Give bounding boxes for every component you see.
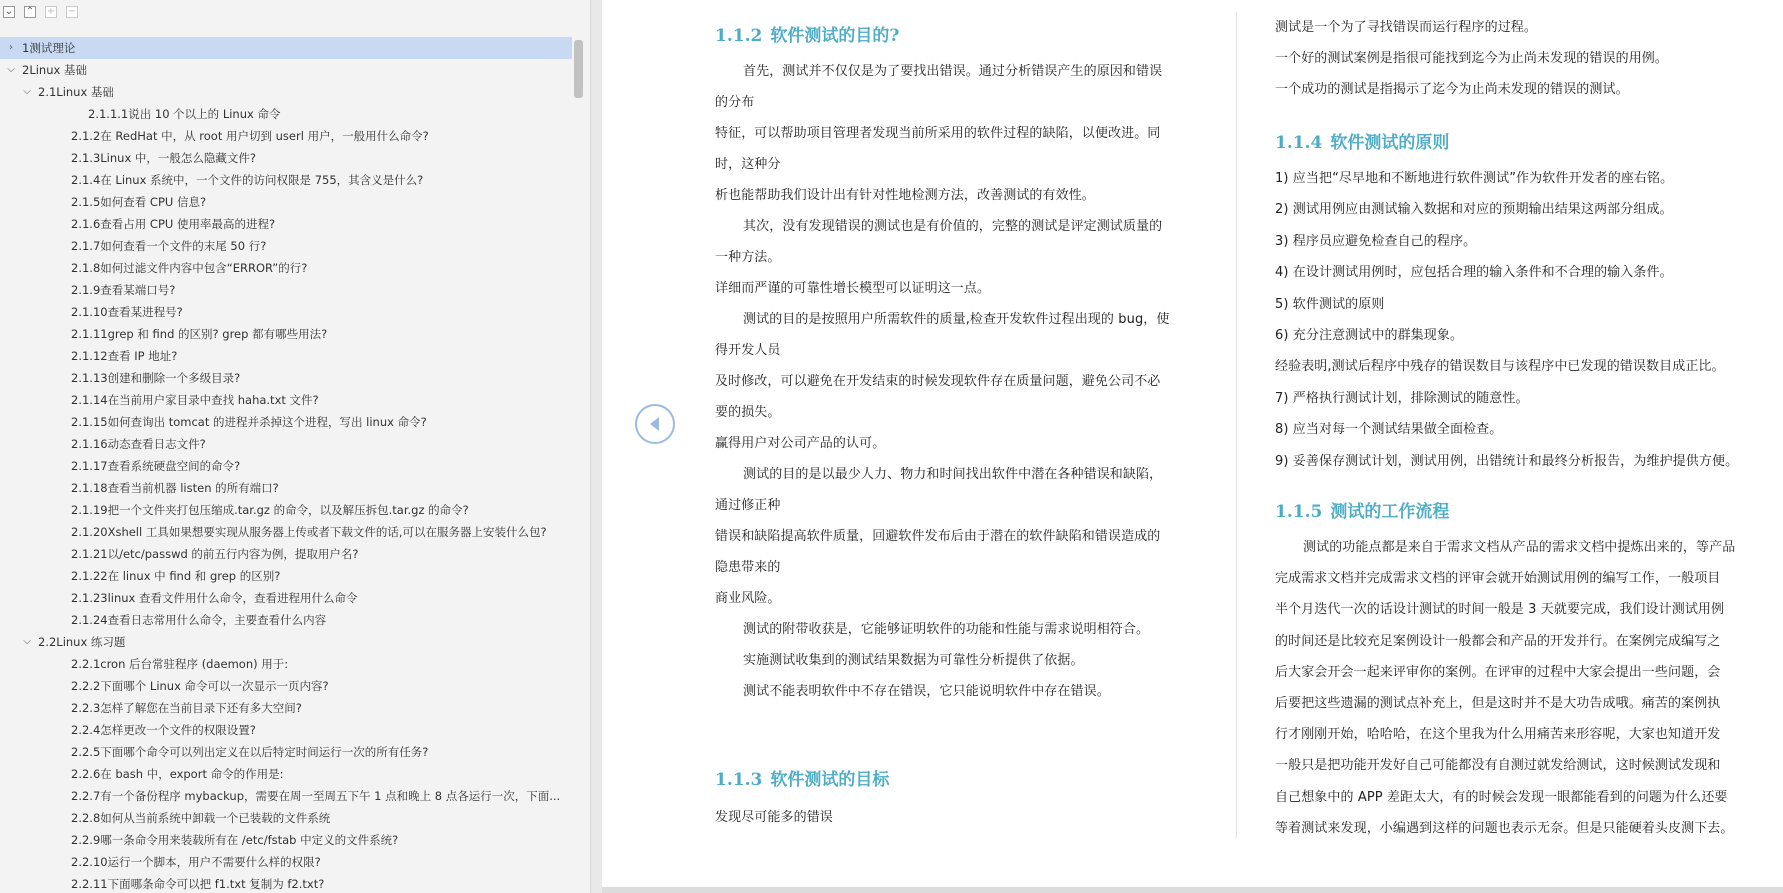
outline-item-label: 2Linux 基础 xyxy=(22,63,87,77)
outline-toolbar xyxy=(0,0,590,26)
outline-item-label: 2.1.4在 Linux 系统中，一个文件的访问权限是 755，其含义是什么? xyxy=(71,173,424,187)
outline-item-label: 2.1.14在当前用户家目录中查找 haha.txt 文件? xyxy=(71,393,319,407)
text-line: 通过修正种 xyxy=(715,498,781,513)
outline-item[interactable] xyxy=(0,675,572,697)
outline-item-label: 2.1.17查看系统硬盘空间的命令? xyxy=(71,459,241,473)
text-line: 测试不能表明软件中不存在错误，它只能说明软件中存在错误。 xyxy=(743,684,1110,699)
outline-item-label: 2.2.3怎样了解您在当前目录下还有多大空间? xyxy=(71,701,302,715)
section-heading-1-1-4 xyxy=(1275,128,1449,153)
outline-item[interactable] xyxy=(0,257,572,279)
text-line: 的分布 xyxy=(715,95,755,110)
text-line: 商业风险。 xyxy=(715,591,781,606)
outline-item-label: 2.1.21以/etc/passwd 的前五行内容为例，提取用户名? xyxy=(71,547,359,561)
text-line: 时，这种分 xyxy=(715,157,781,172)
text-line: 实施测试收集到的测试结果数据为可靠性分析提供了依据。 xyxy=(743,653,1084,668)
section-number: 1.1.2 xyxy=(715,26,763,46)
outline-item[interactable] xyxy=(0,653,572,675)
outline-item-label: 2.1.19把一个文件夹打包压缩成.tar.gz 的命令，以及解压拆包.tar.gz 的命令? xyxy=(71,503,469,517)
outline-item[interactable] xyxy=(0,763,572,785)
text-line: 自己想象中的 APP 差距太大，有的时候会发现一眼都能看到的问题为什么还要 xyxy=(1275,789,1728,805)
outline-item[interactable] xyxy=(0,103,572,125)
outline-item-label: 2.2.11下面哪条命令可以把 f1.txt 复制为 f2.txt? xyxy=(71,877,325,891)
outline-item-label: 2.1.12查看 IP 地址? xyxy=(71,349,178,363)
outline-item[interactable] xyxy=(0,587,572,609)
outline-item-label: 2.1.2在 RedHat 中，从 root 用户切到 userl 用户，一般用什么命令? xyxy=(71,129,429,143)
prev-page-arrow-icon xyxy=(645,414,665,434)
outline-item[interactable] xyxy=(0,59,572,81)
section-heading-1-1-3 xyxy=(715,765,889,790)
text-line: 发现尽可能多的错误 xyxy=(715,810,833,825)
text-line: 等着测试来发现，小编遇到这样的问题也表示无奈。但是只能硬着头皮测下去。 xyxy=(1275,820,1734,836)
outline-item[interactable] xyxy=(0,345,572,367)
outline-item[interactable] xyxy=(0,543,572,565)
outline-item[interactable] xyxy=(0,785,572,807)
text-line: 测试是一个为了寻找错误而运行程序的过程。 xyxy=(1275,20,1538,35)
text-line: 经验表明,测试后程序中残存的错误数目与该程序中已发现的错误数目成正比。 xyxy=(1275,359,1725,375)
outline-item[interactable] xyxy=(0,235,572,257)
column-divider xyxy=(1236,12,1237,838)
outline-item-label: 2.1.1.1说出 10 个以上的 Linux 命令 xyxy=(88,107,281,121)
outline-item[interactable] xyxy=(0,301,572,323)
outline-item[interactable] xyxy=(0,455,572,477)
text-line: 测试的功能点都是来自于需求文档从产品的需求文档中提炼出来的，等产品 xyxy=(1303,540,1736,555)
outline-item-label: 2.2.1cron 后台常驻程序 (daemon) 用于: xyxy=(71,657,289,671)
outline-item[interactable] xyxy=(0,367,572,389)
text-line: 详细而严谨的可靠性增长模型可以证明这一点。 xyxy=(715,281,991,296)
outline-item-label: 2.2.5下面哪个命令可以列出定义在以后特定时间运行一次的所有任务? xyxy=(71,745,429,759)
outline-item-label: 2.1.24查看日志常用什么命令，主要查看什么内容 xyxy=(71,613,327,627)
section-number: 1.1.3 xyxy=(715,770,763,790)
outline-item-label: 2.1.13创建和删除一个多级目录? xyxy=(71,371,241,385)
outline-item-label: 2.1.18查看当前机器 listen 的所有端口? xyxy=(71,481,279,495)
outline-item[interactable] xyxy=(0,829,572,851)
expand-up-icon[interactable]: ⌃ xyxy=(25,6,35,17)
outline-item[interactable] xyxy=(0,719,572,741)
outline-item-label: 2.1.11grep 和 find 的区别? grep 都有哪些用法? xyxy=(71,327,328,341)
section-number: 1.1.5 xyxy=(1275,502,1323,522)
text-line: 一种方法。 xyxy=(715,250,781,265)
text-line: 其次，没有发现错误的测试也是有价值的，完整的测试是评定测试质量的 xyxy=(743,219,1163,234)
section-title: 软件测试的目的? xyxy=(770,26,900,46)
outline-item-label: 2.2.9哪一条命令用来装载所有在 /etc/fstab 中定义的文件系统? xyxy=(71,833,399,847)
text-line: 得开发人员 xyxy=(715,343,781,358)
text-line: 1) 应当把“尽早地和不断地进行软件测试”作为软件开发者的座右铭。 xyxy=(1275,171,1674,186)
outline-item-label: 2.1.23linux 查看文件用什么命令，查看进程用什么命令 xyxy=(71,591,358,605)
chevron-down-icon[interactable]: ⌵ xyxy=(23,636,31,647)
outline-item[interactable] xyxy=(0,521,572,543)
outline-item-label: 2.2.7有一个备份程序 mybackup，需要在周一至周五下午 1 点和晚上 8 点各运行一次，下面... xyxy=(71,789,561,803)
outline-item[interactable] xyxy=(0,477,572,499)
text-line: 赢得用户对公司产品的认可。 xyxy=(715,436,886,451)
outline-item-label: 2.1.9查看某端口号? xyxy=(71,283,176,297)
text-line: 3) 程序员应避免检查自己的程序。 xyxy=(1275,233,1477,249)
text-line: 的时间还是比较充足案例设计一般都会和产品的开发并行。在案例完成编写之 xyxy=(1275,633,1721,649)
outline-item[interactable] xyxy=(0,499,572,521)
outline-item-label: 2.1.16动态查看日志文件? xyxy=(71,437,206,451)
text-line: 一般只是把功能开发好自己可能都没有自测过就发给测试，这时候测试发现和 xyxy=(1275,758,1721,774)
text-line: 隐患带来的 xyxy=(715,560,781,575)
outline-item[interactable] xyxy=(0,697,572,719)
text-line: 错误和缺陷提高软件质量，回避软件发布后由于潜在的软件缺陷和错误造成的 xyxy=(715,529,1161,544)
text-line: 4) 在设计测试用例时，应包括合理的输入条件和不合理的输入条件。 xyxy=(1275,265,1673,281)
collapse-all-icon[interactable]: ⌄ xyxy=(4,6,14,17)
text-line: 测试的目的是以最少人力、物力和时间找出软件中潜在各种错误和缺陷， xyxy=(743,467,1163,482)
outline-item[interactable] xyxy=(0,807,572,829)
text-line: 完成需求文档并完成需求文档的评审会就开始测试用例的编写工作，一般项目 xyxy=(1275,571,1721,587)
text-line: 行才刚刚开始，哈哈哈，在这个里我为什么用痛苦来形容呢，大家也知道开发 xyxy=(1275,727,1721,743)
outline-item[interactable] xyxy=(0,741,572,763)
text-line: 一个好的测试案例是指很可能找到迄今为止尚未发现的错误的用例。 xyxy=(1275,51,1669,66)
add-icon[interactable]: + xyxy=(46,6,56,17)
text-line: 后要把这些遗漏的测试点补充上，但是这时并不是大功告成哦。痛苦的案例执 xyxy=(1275,696,1721,711)
text-line: 首先，测试并不仅仅是为了要找出错误。通过分析错误产生的原因和错误 xyxy=(743,64,1163,79)
outline-item-label: 2.1.6查看占用 CPU 使用率最高的进程? xyxy=(71,217,276,231)
section-number: 1.1.4 xyxy=(1275,133,1323,153)
chevron-down-icon[interactable]: ⌵ xyxy=(23,86,31,97)
outline-scroll-thumb[interactable] xyxy=(574,40,583,98)
outline-item-label: 2.1.5如何查看 CPU 信息? xyxy=(71,195,207,209)
outline-panel xyxy=(0,0,591,893)
section-title: 软件测试的目标 xyxy=(770,770,890,790)
outline-item-label: 2.1.7如何查看一个文件的末尾 50 行? xyxy=(71,239,267,253)
outline-item[interactable] xyxy=(0,433,572,455)
outline-item[interactable] xyxy=(0,213,572,235)
outline-item-label: 2.1.3Linux 中，一般怎么隐藏文件? xyxy=(71,151,257,165)
outline-item-label: 2.2.4怎样更改一个文件的权限设置? xyxy=(71,723,256,737)
text-line: 9) 妥善保存测试计划，测试用例，出错统计和最终分析报告，为维护提供方便。 xyxy=(1275,453,1739,469)
outline-item[interactable] xyxy=(0,851,572,873)
outline-item[interactable] xyxy=(0,323,572,345)
outline-item[interactable] xyxy=(0,125,572,147)
horizontal-scrollbar[interactable] xyxy=(602,887,1783,893)
outline-item-label: 2.1.10查看某进程号? xyxy=(71,305,183,319)
outline-item-label: 2.2.6在 bash 中，export 命令的作用是: xyxy=(71,767,284,781)
text-line: 要的损失。 xyxy=(715,405,781,420)
outline-item[interactable] xyxy=(0,147,572,169)
text-line: 测试的目的是按照用户所需软件的质量,检查开发软件过程出现的 bug，使 xyxy=(743,312,1170,327)
outline-tree xyxy=(0,37,572,893)
text-line: 后大家会开会一起来评审你的案例。在评审的过程中大家会提出一些问题，会 xyxy=(1275,664,1721,680)
outline-item-label: 2.1.8如何过滤文件内容中包含“ERROR”的行? xyxy=(71,261,308,275)
text-line: 析也能帮助我们设计出有针对性地检测方法，改善测试的有效性。 xyxy=(715,188,1095,203)
prev-page-button[interactable] xyxy=(635,404,675,444)
outline-item-label: 2.1.15如何查询出 tomcat 的进程并杀掉这个进程，写出 linux 命令? xyxy=(71,415,427,429)
outline-item[interactable] xyxy=(0,169,572,191)
outline-item-label: 2.1Linux 基础 xyxy=(38,85,114,99)
outline-item[interactable] xyxy=(0,873,572,893)
section-heading-1-1-5 xyxy=(1275,497,1449,522)
text-line: 一个成功的测试是指揭示了迄今为止尚未发现的错误的测试。 xyxy=(1275,82,1629,97)
text-line: 2) 测试用例应由测试输入数据和对应的预期输出结果这两部分组成。 xyxy=(1275,202,1673,218)
section-title: 软件测试的原则 xyxy=(1330,133,1450,153)
outline-item[interactable] xyxy=(0,81,572,103)
outline-item-label: 2.2.2下面哪个 Linux 命令可以一次显示一页内容? xyxy=(71,679,329,693)
text-line: 7) 严格执行测试计划，排除测试的随意性。 xyxy=(1275,390,1529,406)
outline-item-label: 2.1.20Xshell 工具如果想要实现从服务器上传或者下载文件的话,可以在服务器上安装什么包? xyxy=(71,525,547,539)
outline-item[interactable] xyxy=(0,191,572,213)
outline-item-label: 2.2.10运行一个脚本，用户不需要什么样的权限? xyxy=(71,855,321,869)
text-line: 8) 应当对每一个测试结果做全面检查。 xyxy=(1275,422,1503,438)
text-line: 5) 软件测试的原则 xyxy=(1275,296,1385,312)
outline-item[interactable] xyxy=(0,565,572,587)
remove-icon[interactable]: − xyxy=(67,6,77,17)
outline-item[interactable] xyxy=(0,37,572,59)
section-title: 测试的工作流程 xyxy=(1330,502,1450,522)
outline-item[interactable] xyxy=(0,389,572,411)
outline-item-label: 2.2Linux 练习题 xyxy=(38,635,126,649)
outline-item[interactable] xyxy=(0,631,572,653)
text-line: 半个月迭代一次的话设计测试的时间一般是 3 天就要完成，我们设计测试用例 xyxy=(1275,602,1725,618)
outline-item-label: 2.2.8如何从当前系统中卸载一个已装载的文件系统 xyxy=(71,811,331,825)
text-line: 6) 充分注意测试中的群集现象。 xyxy=(1275,328,1464,343)
text-line: 特征，可以帮助项目管理者发现当前所采用的软件过程的缺陷，以便改进。同 xyxy=(715,126,1161,141)
outline-item[interactable] xyxy=(0,411,572,433)
text-line: 测试的附带收获是，它能够证明软件的功能和性能与需求说明相符合。 xyxy=(743,622,1150,637)
outline-item[interactable] xyxy=(0,279,572,301)
section-heading-1-1-2 xyxy=(715,21,899,46)
text-line: 及时修改，可以避免在开发结束的时候发现软件存在质量问题，避免公司不必 xyxy=(715,374,1161,389)
outline-item-label: 1测试理论 xyxy=(22,41,76,55)
outline-item[interactable] xyxy=(0,609,572,631)
chevron-down-icon[interactable]: ⌵ xyxy=(7,64,15,75)
chevron-right-icon[interactable]: › xyxy=(9,42,13,53)
outline-scrollbar[interactable] xyxy=(572,37,584,893)
outline-item-label: 2.1.22在 linux 中 find 和 grep 的区别? xyxy=(71,569,281,583)
